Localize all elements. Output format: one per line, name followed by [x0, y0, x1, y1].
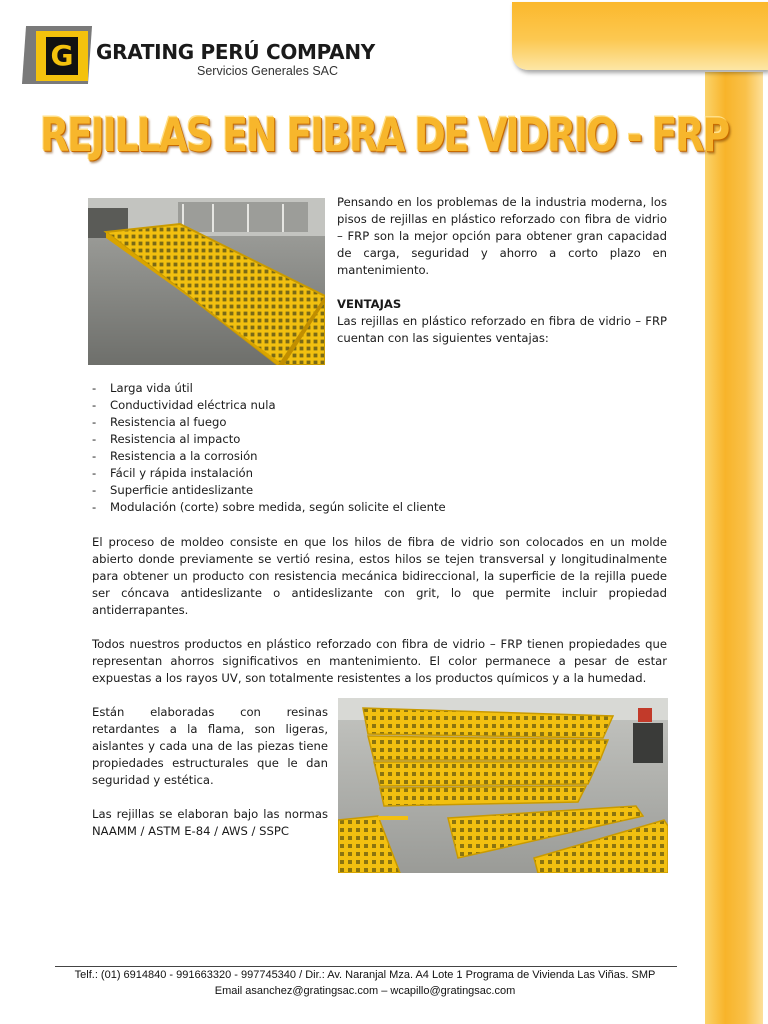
footer-divider [55, 966, 677, 967]
proceso-paragraph: El proceso de moldeo consiste en que los hilos de fibra de vidrio son colocados en un molde abierto donde previamente se vertió resina, estos hilos se tejen transversal y longitudinalmente para obtener un producto con resistencia mecánica bidireccional, la superficie de la rejilla puede ser cóncava antideslizante o antideslizante con grit, lo que permite incluir propiedad antiderrapantes. [92, 535, 667, 617]
page-title: REJILLAS EN FIBRA DE VIDRIO - FRP [39, 108, 729, 162]
list-item: - Resistencia al fuego [92, 414, 652, 431]
footer-email-line: Email asanchez@gratingsac.com – wcapillo@gratingsac.com [214, 985, 516, 997]
stacked-gratings-photo [338, 698, 668, 873]
right-decorative-bar [705, 72, 763, 1024]
list-item: - Modulación (corte) sobre medida, según solicite el cliente [92, 499, 652, 516]
normas-paragraph: Las rejillas se elaboran bajo las normas NAAMM / ASTM E-84 / AWS / SSPC [92, 807, 328, 838]
company-name: GRATING PERÚ COMPANY [96, 40, 375, 64]
list-item: - Resistencia al impacto [92, 431, 652, 448]
list-item: - Conductividad eléctrica nula [92, 397, 652, 414]
company-tagline: Servicios Generales SAC [197, 64, 339, 78]
ventajas-intro: Las rejillas en plástico reforzado en fibra de vidrio – FRP cuentan con las siguientes ventajas: [337, 314, 667, 345]
productos-paragraph: Todos nuestros productos en plástico reforzado con fibra de vidrio – FRP tienen propiedades que representan ahorros significativos en mantenimiento. El color permanece a pesar de estar expuestas a los rayos UV, son totalmente resistentes a los productos químicos y a la humedad. [92, 637, 667, 685]
grating-panel-photo [88, 198, 325, 365]
elaboradas-paragraph: Están elaboradas con resinas retardantes a la flama, son ligeras, aislantes y cada una de las piezas tiene propiedades estructurales que le dan seguridad y estética. [92, 705, 328, 787]
ventajas-heading: VENTAJAS [337, 297, 402, 311]
list-item: - Fácil y rápida instalación [92, 465, 652, 482]
footer-contact-line: Telf.: (01) 6914840 - 991663320 - 997745340 / Dir.: Av. Naranjal Mza. A4 Lote 1 Programa de Vivienda Las Viñas. SMP [74, 969, 656, 981]
list-item: - Resistencia a la corrosión [92, 448, 652, 465]
logo-letter: G [46, 37, 78, 75]
list-item: - Superficie antideslizante [92, 482, 652, 499]
intro-paragraph: Pensando en los problemas de la industria moderna, los pisos de rejillas en plástico reforzado con fibra de vidrio – FRP son la mejor opción para obtener gran capacidad de carga, seguridad y ahorro a corto plazo en mantenimiento. [337, 195, 667, 277]
top-right-decorative-tab [512, 2, 768, 70]
ventajas-list [92, 380, 652, 516]
list-item: - Larga vida útil [92, 380, 652, 397]
